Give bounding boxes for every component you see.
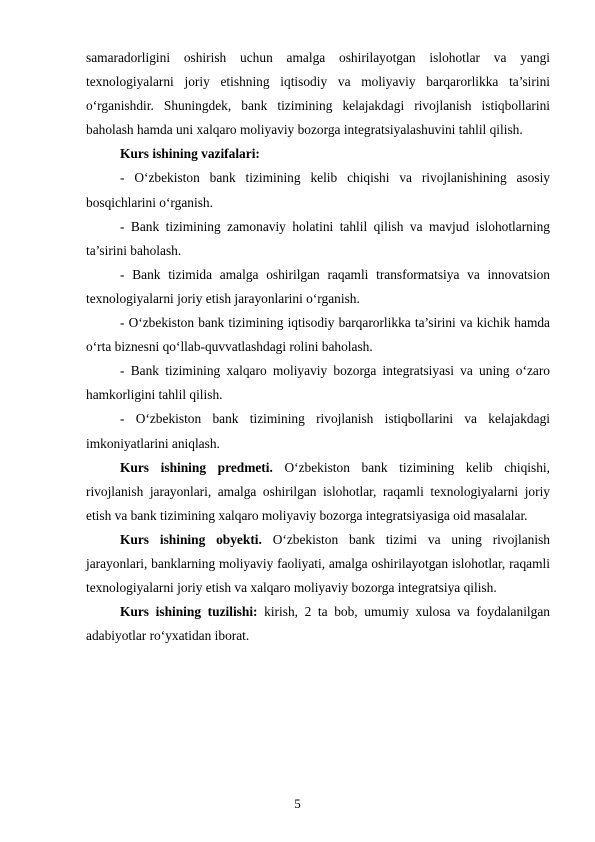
- subject-paragraph: [86, 456, 550, 528]
- task-item-5: - Bank tizimining xalqaro moliyaviy bozorga integratsiyasi va uning o‘zaro hamkorligini tahlil qilish.: [86, 363, 550, 403]
- tasks-heading: Kurs ishining vazifalari:: [120, 146, 260, 162]
- task-item-6: - O‘zbekiston bank tizimining rivojlanish istiqbollarini va kelajakdagi imkoniyatlarini aniqlash.: [86, 411, 550, 451]
- structure-paragraph: [86, 600, 550, 648]
- task-item-3: - Bank tizimida amalga oshirilgan raqamli transformatsiya va innovatsion texnologiyalarni joriy etish jarayonlarini o‘rganish.: [86, 266, 550, 306]
- task-item-2: - Bank tizimining zamonaviy holatini tahlil qilish va mavjud islohotlarning ta’sirini baholash.: [86, 218, 550, 258]
- subject-text: O‘zbekiston bank tizimining kelib chiqishi, rivojlanish jarayonlari, amalga oshirilgan islohotlar, raqamli texnologiyalarni joriy etish va bank tizimining xalqaro moliyaviy bozorga integratsiyasiga oid masalalar.: [86, 459, 550, 523]
- object-text: O‘zbekiston bank tizimi va uning rivojlanish jarayonlari, banklarning moliyaviy faoliyati, amalga oshirilayotgan islohotlar, raqamli texnologiyalarni joriy etish va xalqaro moliyaviy bozorga integratsiya qilish.: [86, 531, 550, 596]
- task-item-4: - O‘zbekiston bank tizimining iqtisodiy barqarorlikka ta’sirini va kichik hamda o‘rta biznesni qo‘llab-quvvatlashdagi rolini baholash.: [86, 315, 550, 355]
- page-number: 5: [294, 796, 301, 811]
- task-item-1: - O‘zbekiston bank tizimining kelib chiqishi va rivojlanishining asosiy bosqichlarini o‘rganish.: [86, 170, 550, 210]
- structure-text: kirish, 2 ta bob, umumiy xulosa va foydalanilgan adabiyotlar ro‘yxatidan iborat.: [86, 604, 550, 644]
- intro-paragraph: samaradorligini oshirish uchun amalga oshirilayotgan islohotlar va yangi texnologiyalarni joriy etishning iqtisodiy va moliyaviy barqarorlikka ta’sirini o‘rganishdir. Shuningdek, bank tizimining kelajakdagi rivojlanish istiqbollarini baholash hamda uni xalqaro moliyaviy bozorga integratsiyalashuvini tahlil qilish.: [86, 50, 550, 138]
- structure-label: Kurs ishining tuzilishi:: [120, 604, 258, 620]
- object-paragraph: [86, 528, 550, 600]
- document-body: [86, 46, 550, 648]
- subject-label: Kurs ishining predmeti.: [120, 459, 273, 475]
- object-label: Kurs ishining obyekti.: [120, 531, 262, 547]
